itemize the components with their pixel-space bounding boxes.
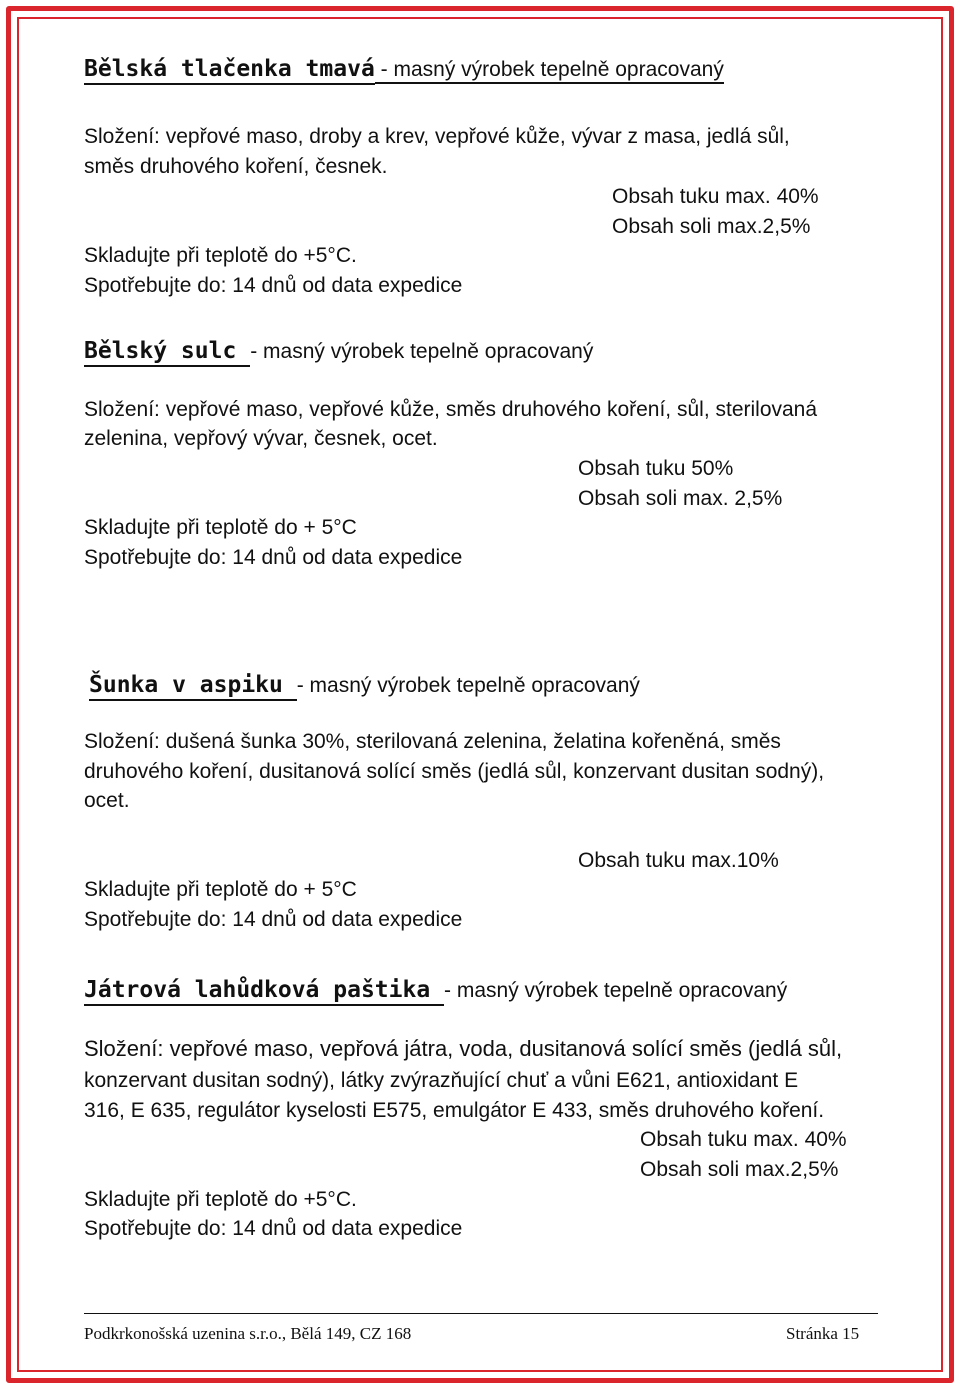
fat-content: Obsah tuku max. 40% xyxy=(612,185,819,208)
product-composition: Složení: vepřové maso, vepřové kůže, směs druhového koření, sůl, sterilovaná xyxy=(84,398,818,421)
product-subtitle: - masný výrobek tepelně opracovaný xyxy=(296,674,640,697)
salt-content: Obsah soli max.2,5% xyxy=(612,215,811,238)
use-by-note: Spotřebujte do: 14 dnů od data expedice xyxy=(84,908,463,931)
storage-note: Skladujte při teplotě do +5°C. xyxy=(84,1188,357,1211)
storage-note: Skladujte při teplotě do + 5°C xyxy=(84,878,357,901)
product-title: Bělský sulc xyxy=(84,338,250,367)
product-heading-1 xyxy=(84,56,724,82)
product-composition: Složení: vepřové maso, droby a krev, vepřové kůže, vývar z masa, jedlá sůl, xyxy=(84,125,790,148)
product-title: Játrová lahůdková paštika xyxy=(84,977,444,1006)
product-composition: konzervant dusitan sodný), látky zvýrazňující chuť a vůni E621, antioxidant E xyxy=(84,1069,799,1092)
footer-company: Podkrkonošská uzenina s.r.o., Bělá 149, CZ 168 xyxy=(84,1324,412,1343)
product-composition: ocet. xyxy=(84,789,130,812)
fat-content: Obsah tuku max.10% xyxy=(578,849,779,872)
product-composition: Složení: dušená šunka 30%, sterilovaná zelenina, želatina kořeněná, směs xyxy=(84,730,781,753)
footer-divider xyxy=(84,1313,878,1314)
product-title: Šunka v aspiku xyxy=(89,672,297,701)
product-composition: druhového koření, dusitanová solící směs (jedlá sůl, konzervant dusitan sodný), xyxy=(84,760,825,783)
use-by-note: Spotřebujte do: 14 dnů od data expedice xyxy=(84,274,463,297)
product-heading-2 xyxy=(84,338,593,364)
salt-content: Obsah soli max. 2,5% xyxy=(578,487,783,510)
product-composition: směs druhového koření, česnek. xyxy=(84,155,388,178)
product-composition: 316, E 635, regulátor kyselosti E575, emulgátor E 433, směs druhového koření. xyxy=(84,1099,825,1122)
use-by-note: Spotřebujte do: 14 dnů od data expedice xyxy=(84,546,463,569)
product-composition: Složení: vepřové maso, vepřová játra, voda, dusitanová solící směs (jedlá sůl, xyxy=(84,1036,843,1061)
product-subtitle: - masný výrobek tepelně opracovaný xyxy=(375,58,724,84)
storage-note: Skladujte při teplotě do + 5°C xyxy=(84,516,357,539)
product-heading-3 xyxy=(89,672,640,698)
use-by-note: Spotřebujte do: 14 dnů od data expedice xyxy=(84,1217,463,1240)
product-subtitle: - masný výrobek tepelně opracovaný xyxy=(444,979,788,1002)
product-title: Bělská tlačenka tmavá xyxy=(84,56,375,85)
storage-note: Skladujte při teplotě do +5°C. xyxy=(84,244,357,267)
product-subtitle: - masný výrobek tepelně opracovaný xyxy=(250,340,594,363)
fat-content: Obsah tuku 50% xyxy=(578,457,734,480)
product-composition: zelenina, vepřový vývar, česnek, ocet. xyxy=(84,427,438,450)
footer-page-number: Stránka 15 xyxy=(786,1324,860,1343)
product-heading-4 xyxy=(84,977,787,1003)
fat-content: Obsah tuku max. 40% xyxy=(640,1128,847,1151)
salt-content: Obsah soli max.2,5% xyxy=(640,1158,839,1181)
